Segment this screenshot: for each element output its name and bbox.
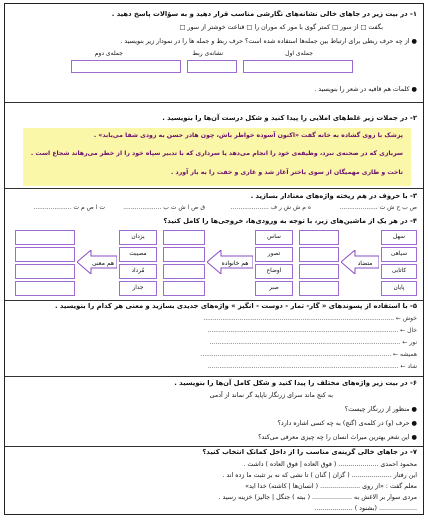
scrambled-word: ص ب ح ش ت ....................: [339, 204, 417, 211]
conjunction-box[interactable]: [187, 60, 237, 73]
q7-title: ۷- در جاهای خالی گزینه‌ی مناسب را از داخل کمانک انتخاب کنید؟: [202, 448, 417, 456]
machine2-input: اوضاع: [255, 264, 293, 279]
machine1-input: سیاهی: [381, 247, 417, 262]
machine2-output[interactable]: [163, 281, 205, 296]
q6-verse: به کنج ماند سرای زرنگار ناپاید گر نماند از آدمی: [209, 392, 333, 399]
q6-title: ۶- در بیت زیر واژه‌های مختلف را پیدا کنید و شکل کامل آن‌ها را بنویسید .: [174, 379, 417, 387]
spelling-sentence: سربازی که در صحنه‌ی نبرد، وظیفه‌ی خود را انجام می‌دهد یا سرداری که با تدبیر سپاه خود را از خطر می‌رهاند شجاع است .: [30, 150, 403, 157]
suffix-item: خوش ← ....................................................................................................: [203, 315, 417, 322]
q1-title: ۱- در بیت زیر در جاهای خالی نشانه‌های نگارشی مناسب قرار دهید و به سؤالات پاسخ دهید .: [111, 10, 417, 18]
scrambled-word: ت ا ص م ت ....................: [33, 204, 105, 211]
divider: [5, 300, 423, 301]
machine1-input: سهل: [381, 230, 417, 245]
machine3-output[interactable]: [15, 230, 75, 245]
spelling-sentence: پزشک با روی گشاده به خانه گفت «اکنون آسوده خواطر باش، چون هادر حسن به زودی شفا می‌یابد» .: [93, 132, 403, 139]
machine3-arrow: [77, 250, 117, 274]
q4-title: ۴- در هر یک از ماشین‌های زیر، با توجه به ورودی‌ها، خروجی‌ها را کامل کنید؟: [163, 217, 417, 225]
q7-line: مردی سوار بر الاغش به .................... ( ببته ) جنگل | جالیز) خزینه رسید .: [218, 494, 417, 501]
machine2-output[interactable]: [163, 264, 205, 279]
machine1-arrow: [341, 250, 379, 274]
scrambled-word: ه م ش ش ر ف ....................: [230, 204, 311, 211]
suffix-item: شاد ← ....................................................................................................: [207, 363, 417, 370]
machine3-input: یزدان: [119, 230, 157, 245]
q7-line: ................... (بشنود ) ...................: [314, 505, 417, 512]
machine3-input: مصیبت: [119, 247, 157, 262]
scrambled-word: ق ص ا ش ت ب ....................: [123, 204, 205, 211]
machine1-input: کاتابی: [381, 264, 417, 279]
q7-line: محمود احمدی .................... ( فوق العاده | فوق العاده ) داشت .: [243, 461, 417, 468]
first-clause-label: جمله‌ی اول: [285, 50, 313, 57]
divider: [5, 376, 423, 377]
q6-subquestion: ● منظور از زرنگار چیست؟: [344, 406, 417, 413]
machine2-input: تصور: [255, 247, 293, 262]
machine2-input: ساس: [255, 230, 293, 245]
machine3-label: هم معنی: [92, 260, 114, 267]
machine2-arrow: [207, 250, 253, 274]
divider: [5, 446, 423, 447]
first-clause-box[interactable]: [243, 60, 353, 73]
q7-line: معلم گفت : «از روی .................... ( انسان‌ها | کاشته) خدا اید»: [245, 483, 417, 490]
machine3-input: مُرداد: [119, 264, 157, 279]
machine1-output[interactable]: [299, 230, 339, 245]
machine2-output[interactable]: [163, 230, 205, 245]
machine3-input: جدار: [119, 281, 157, 296]
machine1-output[interactable]: [299, 281, 339, 296]
machine2-output[interactable]: [163, 247, 205, 262]
suffix-item: همیشه ← ....................................................................................................: [200, 351, 417, 358]
rhyme-question: ● کلمات هم قافیه در شعر را بنویسید .: [314, 86, 417, 93]
divider: [5, 102, 423, 103]
machine2-input: صبر: [255, 281, 293, 296]
suffix-item: نور ← ....................................................................................................: [209, 339, 417, 346]
machine1-input: پایان: [381, 281, 417, 296]
q3-title: ۳- با حروف در هم ریخته واژه‌های معنادار بسازید .: [250, 192, 417, 200]
conjunction-label: نشانه‌ی ربط: [192, 50, 223, 57]
second-clause-label: جمله‌ی دوم: [94, 50, 123, 57]
second-clause-box[interactable]: [71, 60, 181, 73]
machine1-output[interactable]: [299, 247, 339, 262]
machine3-output[interactable]: [15, 247, 75, 262]
spelling-sentences-panel: [23, 128, 411, 186]
q1-verse: بگفت □ از سور □ کمتر گوی با مور که موران را □ قناعت خوشتر از سور □: [179, 24, 383, 31]
q5-title: ۵- با استفاده از پسوندهای « گار- تمار - دوست - انگیز » واژه‌های جدیدی بسازید و معنی هر کدام را بنویسید .: [54, 302, 417, 310]
q2-title: ۲- در جملات زیر غلط‌های املایی را پیدا کنید و شکل درست آن‌ها را بنویسید .: [162, 114, 417, 122]
machine3-output[interactable]: [15, 264, 75, 279]
machine3-output[interactable]: [15, 281, 75, 296]
q7-line: این رفتار .................... ( گزان | گنان ) تا نشی که نه بر تثبت ما زده اند .: [222, 472, 417, 479]
q6-subquestion: ● این شعر بهترین میراث انسان را چه چیزی معرفی می‌کند؟: [258, 434, 417, 441]
q1-subquestion: ● از چه حرف ربطی برای ارتباط بین جمله‌ها استفاده شده است؟ حرف ربط و جمله ها را در نمودار زیر بنویسید .: [120, 38, 417, 45]
machine2-label: هم خانواده: [221, 260, 249, 267]
machine1-label: متضاد: [357, 260, 373, 267]
divider: [5, 188, 423, 189]
suffix-item: خال ← ....................................................................................................: [207, 327, 417, 334]
q6-subquestion: ● حرف (و) در کلمه‌ی (گنج) به چه کسی اشاره دارد؟: [277, 420, 417, 427]
machine1-output[interactable]: [299, 264, 339, 279]
spelling-sentence: تاخت و طاری مهمیگان از سوی باختر آغاز شد و غاری و خفت را به بار آورد .: [171, 169, 403, 176]
worksheet: [4, 3, 424, 515]
